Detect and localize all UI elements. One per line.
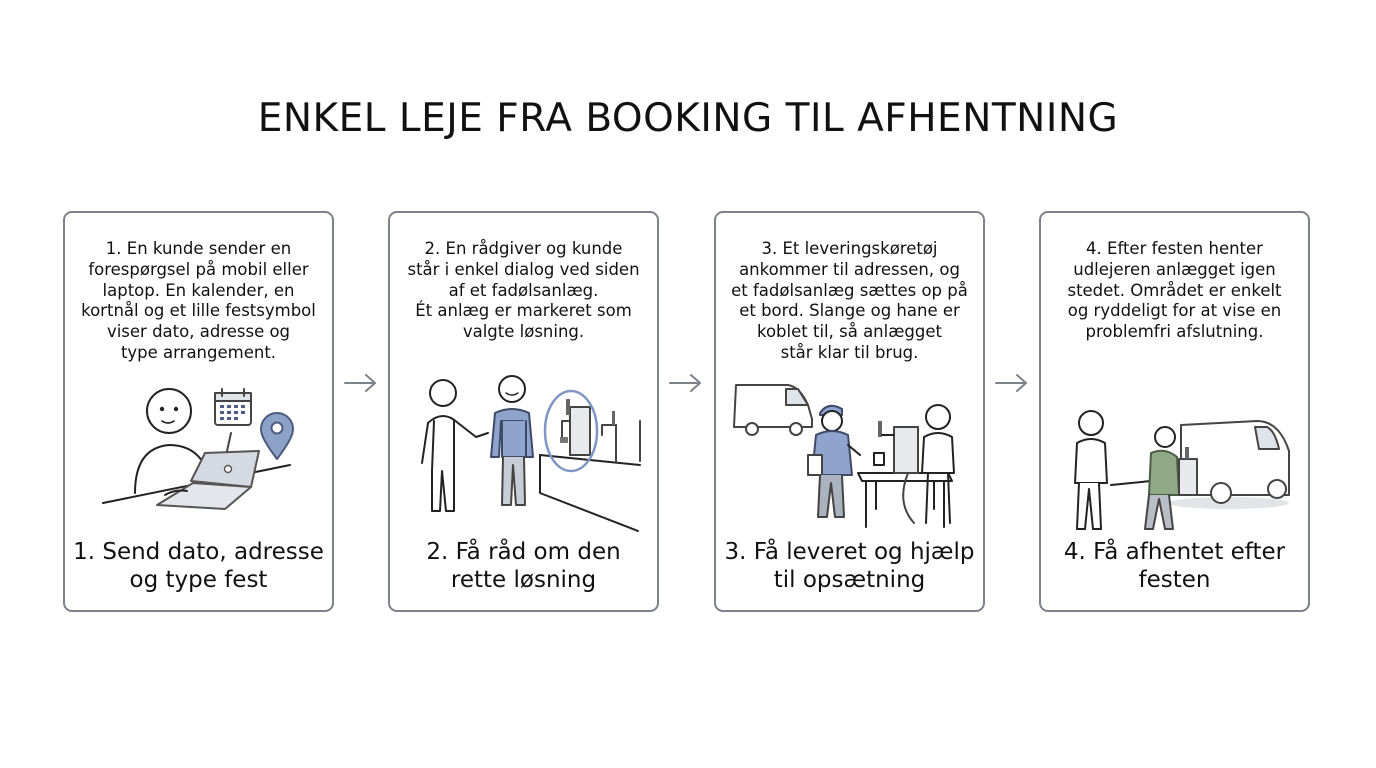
customer-icon <box>422 380 488 511</box>
van-icon <box>734 385 812 435</box>
step-1-description: 1. En kunde sender en forespørgsel på mobil eller laptop. En kalender, en kortnål og et lille festsymbol viser dato, adresse og type arrangement. <box>81 239 316 362</box>
page-title: ENKEL LEJE FRA BOOKING TIL AFHENTNING <box>257 96 1119 141</box>
worker-icon <box>1145 427 1179 529</box>
step-1-illustration <box>65 363 332 538</box>
step-card-4 <box>1039 211 1310 612</box>
advisor-icon <box>491 376 533 505</box>
delivery-person-icon <box>808 406 860 517</box>
step-3-caption: 3. Få leveret og hjælp til opsætning <box>724 539 975 593</box>
step-1-caption: 1. Send dato, adresse og type fest <box>73 539 324 593</box>
step-2-illustration <box>390 363 657 538</box>
arrow-right-icon <box>994 372 1030 394</box>
step-3-description: 3. Et leveringskøretøj ankommer til adressen, og et fadølsanlæg sættes op på et bord. Slange og hane er koblet til, så anlægget står klar til brug. <box>731 239 968 362</box>
step-card-1 <box>63 211 334 612</box>
arrow-right-icon <box>343 372 379 394</box>
step-card-3 <box>714 211 985 612</box>
arrow-right-icon <box>668 372 704 394</box>
step-2-description: 2. En rådgiver og kunde står i enkel dialog ved siden af et fadølsanlæg. Ét anlæg er markeret som valgte løsning. <box>407 239 640 342</box>
step-4-caption: 4. Få afhentet efter festen <box>1063 539 1286 593</box>
step-2-caption: 2. Få råd om den rette løsning <box>426 539 621 593</box>
map-pin-icon <box>261 413 293 459</box>
person-icon <box>1075 411 1107 529</box>
step-card-2 <box>388 211 659 612</box>
person-icon <box>922 405 954 523</box>
calendar-icon <box>215 389 251 451</box>
beer-tap-icon-secondary <box>602 411 640 463</box>
step-4-illustration <box>1041 363 1308 538</box>
step-3-illustration <box>716 363 983 538</box>
step-4-description: 4. Efter festen henter udlejeren anlægget igen stedet. Området er enkelt og ryddeligt for at vise en problemfri afslutning. <box>1067 239 1282 342</box>
